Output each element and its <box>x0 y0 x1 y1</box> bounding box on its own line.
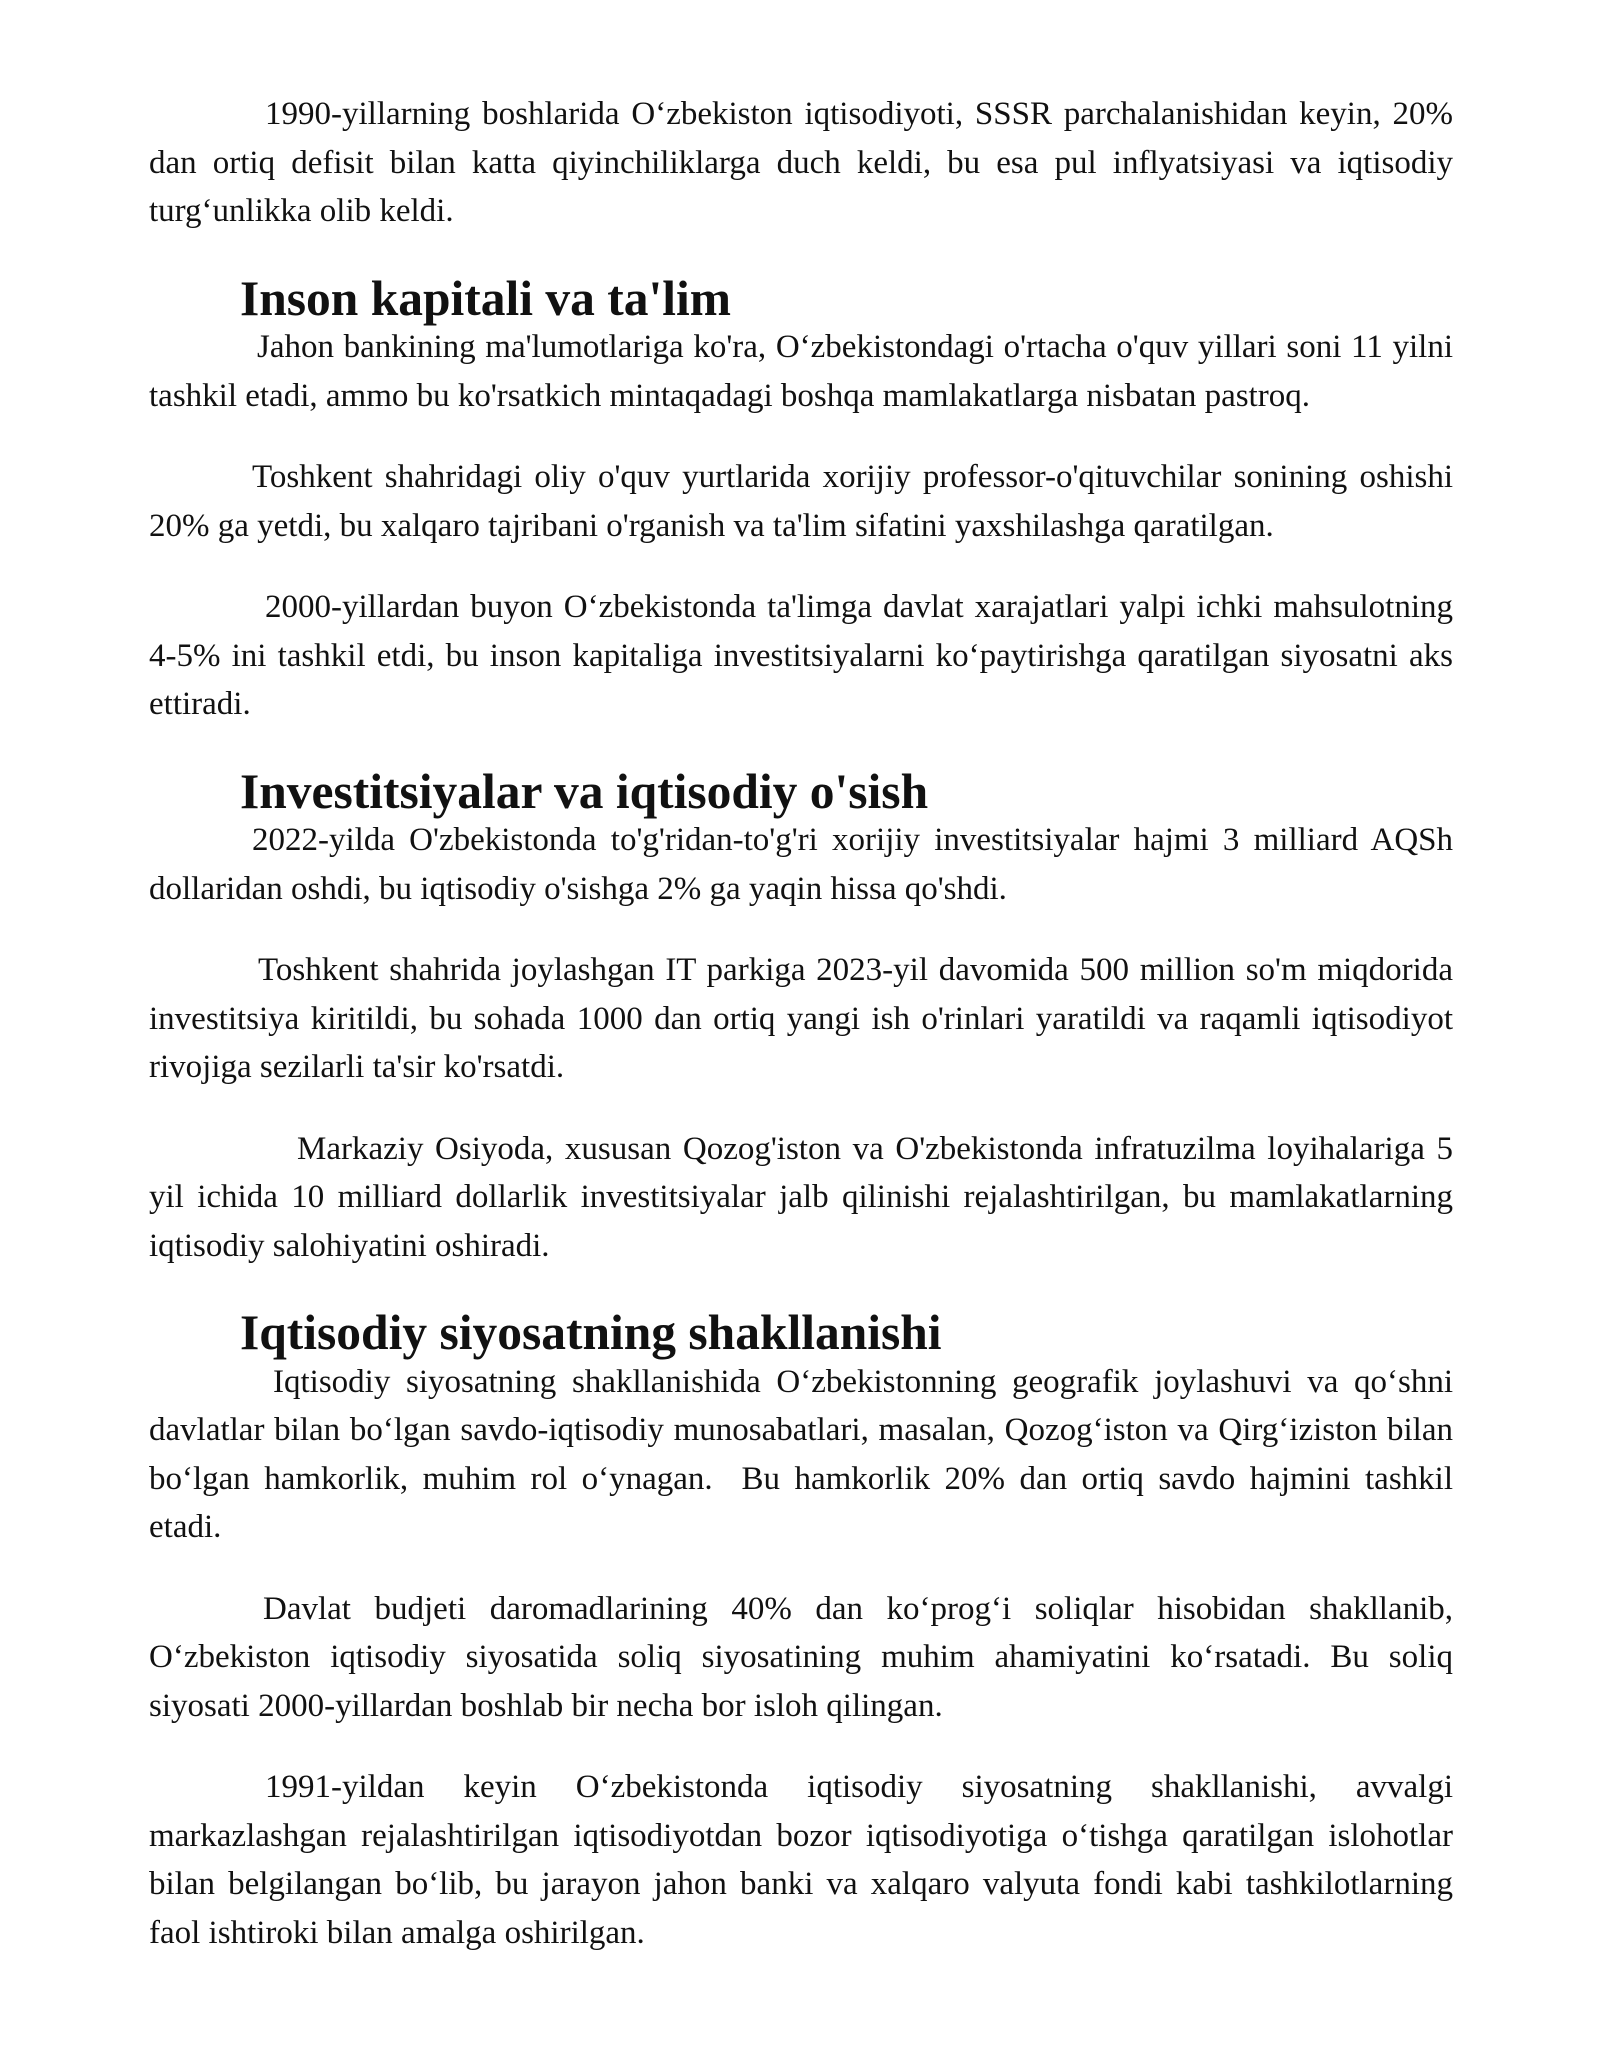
paragraph: 1991-yildan keyin O‘zbekistonda iqtisodiy siyosatning shakllanishi, avvalgi markazlashgan rejalashtirilgan iqtisodiyotdan bozor iqtisodiyotiga o‘tishga qaratilgan islohotlar bilan belgilangan bo‘lib, bu jarayon jahon banki va xalqaro valyuta fondi kabi tashkilotlarning faol ishtiroki bilan amalga oshirilgan. <box>149 1769 1462 1951</box>
paragraph: Davlat budjeti daromadlarining 40% dan ko‘prog‘i soliqlar hisobidan shakllanib, O‘zbekiston iqtisodiy siyosatida soliq siyosatining muhim ahamiyatini ko‘rsatadi. Bu soliq siyosati 2000-yillardan boshlab bir necha bor isloh qilingan. <box>149 1590 1462 1724</box>
paragraph: Jahon bankining ma'lumotlariga ko'ra, O‘zbekistondagi o'rtacha o'quv yillari soni 11 yilni tashkil etadi, ammo bu ko'rsatkich mintaqadagi boshqa mamlakatlarga nisbatan pastroq. <box>149 329 1462 414</box>
paragraph: 1990-yillarning boshlarida O‘zbekiston iqtisodiyoti, SSSR parchalanishidan keyin, 20% dan ortiq defisit bilan katta qiyinchiliklarga duch keldi, bu esa pul inflyatsiyasi va iqtisodiy turg‘unlikka olib keldi. <box>149 96 1462 229</box>
paragraph: 2022-yilda O'zbekistonda to'g'ridan-to'g'ri xorijiy investitsiyalar hajmi 3 milliard AQSh dollaridan oshdi, bu iqtisodiy o'sishga 2% ga yaqin hissa qo'shdi. <box>149 822 1462 907</box>
paragraph: Toshkent shahrida joylashgan IT parkiga 2023-yil davomida 500 million so'm miqdorida investitsiya kiritildi, bu sohada 1000 dan ortiq yangi ish o'rinlari yaratildi va raqamli iqtisodiyot rivojiga sezilarli ta'sir ko'rsatdi. <box>149 952 1462 1085</box>
paragraph: 2000-yillardan buyon O‘zbekistonda ta'limga davlat xarajatlari yalpi ichki mahsulotning 4-5% ini tashkil etdi, bu inson kapitaliga investitsiyalarni ko‘paytirishga qaratilgan siyosatni aks ettiradi. <box>149 589 1462 722</box>
section-heading: Iqtisodiy siyosatning shakllanishi <box>240 1305 942 1360</box>
paragraph: Markaziy Osiyoda, xususan Qozog'iston va O'zbekistonda infratuzilma loyihalariga 5 yil ichida 10 milliard dollarlik investitsiyalar jalb qilinishi rejalashtirilgan, bu mamlakatlarning iqtisodiy salohiyatini oshiradi. <box>149 1130 1462 1264</box>
section-heading: Inson kapitali va ta'lim <box>240 270 731 326</box>
section-heading: Investitsiyalar va iqtisodiy o'sish <box>240 763 929 819</box>
paragraph: Iqtisodiy siyosatning shakllanishida O‘zbekistonning geografik joylashuvi va qo‘shni davlatlar bilan bo‘lgan savdo-iqtisodiy munosabatlari, masalan, Qozog‘iston va Qirg‘iziston bilan bo‘lgan hamkorlik, muhim rol o‘ynagan. Bu hamkorlik 20% dan ortiq savdo hajmini tashkil etadi. <box>149 1363 1462 1545</box>
document-page <box>149 90 1462 1957</box>
paragraph: Toshkent shahridagi oliy o'quv yurtlarida xorijiy professor-o'qituvchilar sonining oshishi 20% ga yetdi, bu xalqaro tajribani o'rganish va ta'lim sifatini yaxshilashga qaratilgan. <box>149 459 1462 544</box>
